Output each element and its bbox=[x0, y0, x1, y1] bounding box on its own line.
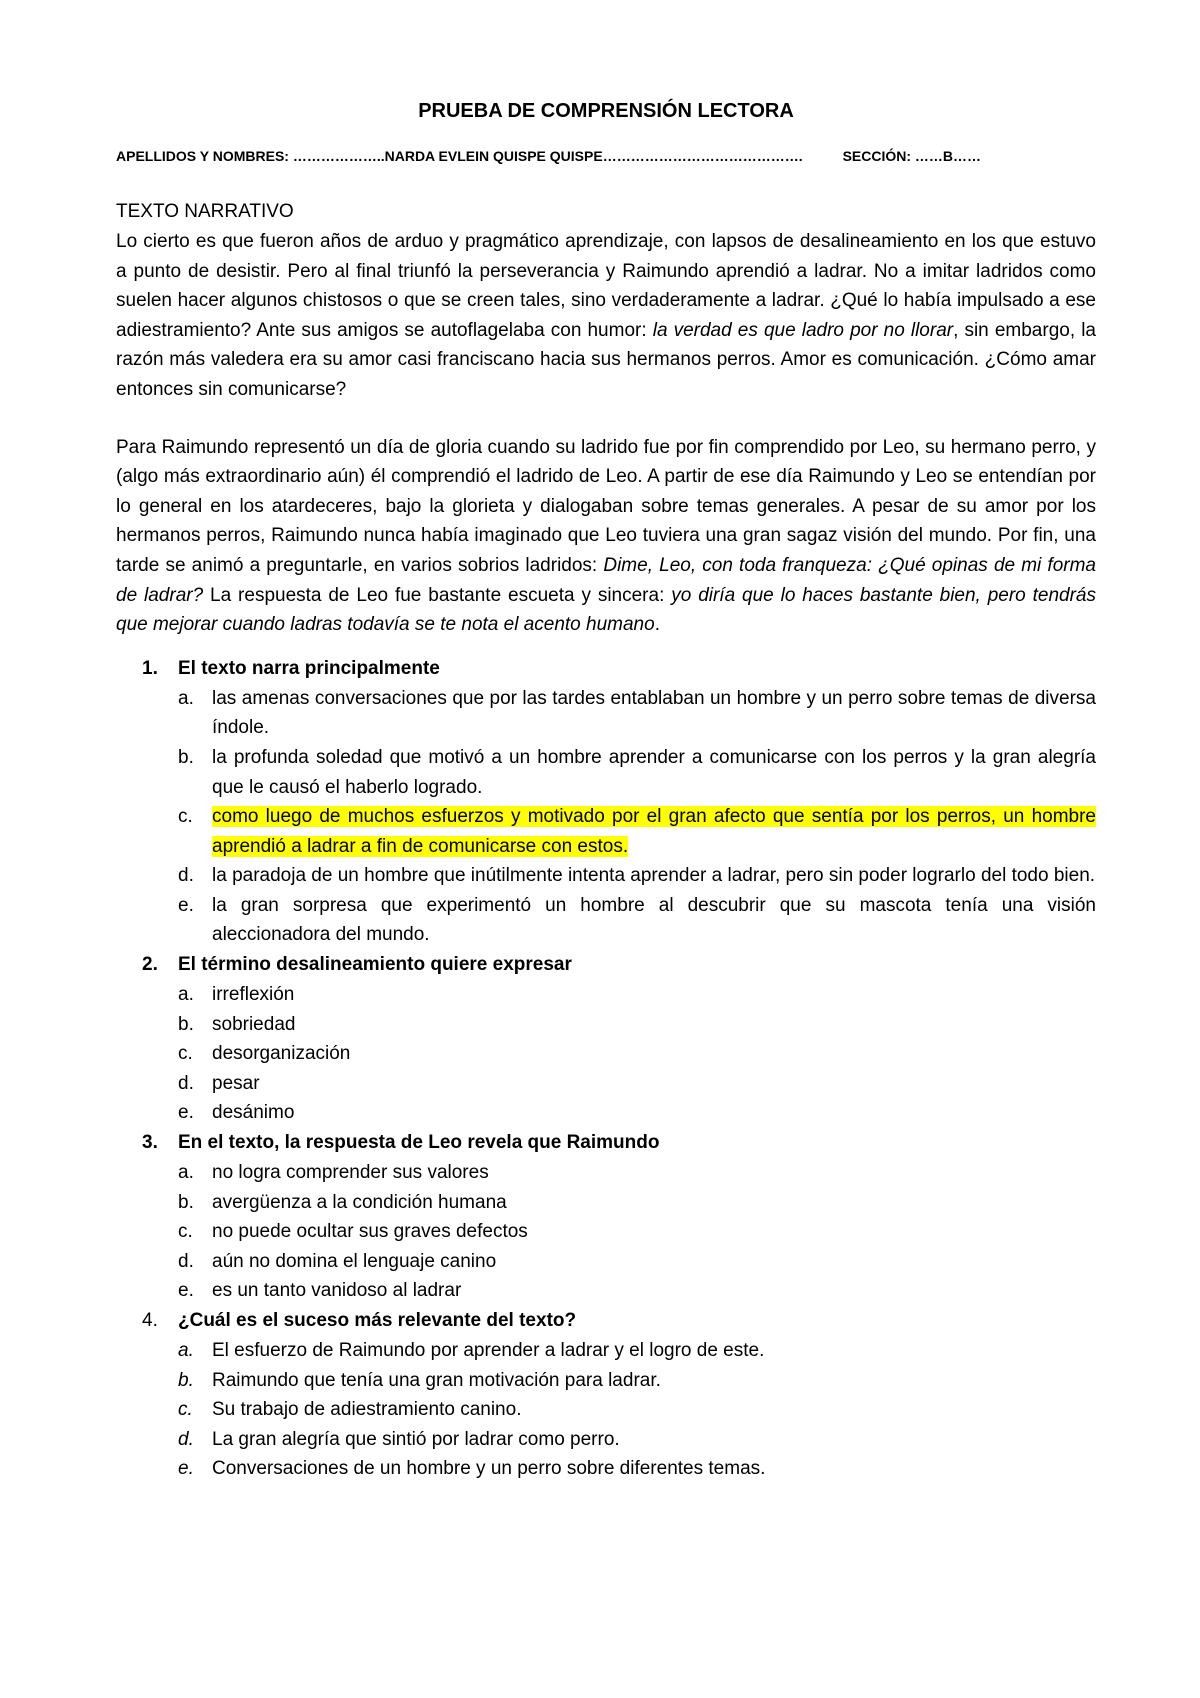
question-text: En el texto, la respuesta de Leo revela que Raimundo bbox=[178, 1132, 660, 1154]
option-letter: c. bbox=[178, 806, 193, 828]
option-c bbox=[116, 1039, 1096, 1069]
option-text: sobriedad bbox=[212, 1013, 296, 1035]
option-c bbox=[116, 1217, 1096, 1247]
question-number: 2. bbox=[142, 954, 158, 976]
highlighted-answer: como luego de muchos esfuerzos y motivado por el gran afecto que sentía por los perros, un hombre aprendió a ladrar a fin de comunicarse con estos. bbox=[212, 806, 1096, 857]
option-text: la paradoja de un hombre que inútilmente intenta aprender a ladrar, pero sin poder lograrlo del todo bien. bbox=[212, 865, 1096, 887]
option-b bbox=[116, 1188, 1096, 1218]
option-text: la gran sorpresa que experimentó un hombre al descubrir que su mascota tenía una visión aleccionadora del mundo. bbox=[212, 894, 1096, 946]
question-2 bbox=[116, 950, 1096, 1128]
option-letter: d. bbox=[178, 1250, 194, 1272]
paragraph-1-text-b: , sin embargo, la razón más valedera era su amor casi franciscano hacia sus hermanos perros. Amor es comunicación. ¿Cómo amar entonces sin comunicarse? bbox=[116, 319, 1096, 400]
option-letter: b. bbox=[178, 1191, 194, 1213]
option-letter: e. bbox=[178, 1458, 194, 1480]
option-d bbox=[116, 1425, 1096, 1455]
option-text: La gran alegría que sintió por ladrar como perro. bbox=[212, 1428, 620, 1450]
option-text: aún no domina el lenguaje canino bbox=[212, 1250, 497, 1272]
question-text: El texto narra principalmente bbox=[178, 657, 440, 679]
option-letter: d. bbox=[178, 865, 194, 887]
option-text: Conversaciones de un hombre y un perro sobre diferentes temas. bbox=[212, 1458, 766, 1480]
option-letter: d. bbox=[178, 1428, 194, 1450]
option-d bbox=[116, 861, 1096, 891]
option-text: Raimundo que tenía una gran motivación para ladrar. bbox=[212, 1369, 661, 1391]
option-e bbox=[116, 1454, 1096, 1484]
option-b bbox=[116, 1366, 1096, 1396]
paragraph-2-text-b: La respuesta de Leo fue bastante escueta y sincera: bbox=[203, 584, 672, 606]
name-field: APELLIDOS Y NOMBRES: ………………..NARDA EVLEIN QUISPE QUISPE……………………………………. bbox=[116, 148, 803, 164]
option-letter: e. bbox=[178, 894, 194, 916]
option-letter: e. bbox=[178, 1102, 194, 1124]
option-a bbox=[116, 1336, 1096, 1366]
question-4 bbox=[116, 1306, 1096, 1484]
option-text: la profunda soledad que motivó a un hombre aprender a comunicarse con los perros y la gran alegría que le causó el haberlo logrado. bbox=[212, 746, 1096, 798]
option-text: El esfuerzo de Raimundo por aprender a ladrar y el logro de este. bbox=[212, 1340, 765, 1361]
paragraph-2 bbox=[116, 433, 1096, 640]
section-title: TEXTO NARRATIVO bbox=[116, 201, 294, 222]
option-d bbox=[116, 1069, 1096, 1099]
option-d bbox=[116, 1247, 1096, 1277]
option-letter: a. bbox=[178, 1340, 194, 1361]
option-e bbox=[116, 1276, 1096, 1306]
option-e bbox=[116, 891, 1096, 950]
option-b bbox=[116, 743, 1096, 802]
paragraph-1-text-a: Lo cierto es que fueron años de arduo y pragmático aprendizaje, con lapsos de desalineamiento en los que estuvo a punto de desistir. Pero al final triunfó la perseverancia y Raimundo aprendió a ladrar. No a imitar ladridos como suelen hacer algunos chistosos o que se creen tales, sino verdaderamente a ladrar. ¿Qué lo había impulsado a ese adiestramiento? Ante sus amigos se autoflagelaba con humor: bbox=[116, 231, 1096, 341]
question-list bbox=[116, 654, 1096, 1484]
option-text: es un tanto vanidoso al ladrar bbox=[212, 1280, 462, 1302]
question-3 bbox=[116, 1128, 1096, 1306]
student-header bbox=[116, 148, 1096, 164]
option-letter: b. bbox=[178, 1369, 194, 1391]
paragraph-2-quote-2: yo diría que lo haces bastante bien, pero tendrás que mejorar cuando ladras todavía se te nota el acento humano bbox=[116, 584, 1096, 636]
option-letter: a. bbox=[178, 1162, 194, 1184]
paragraph-1 bbox=[116, 227, 1096, 405]
option-text: no logra comprender sus valores bbox=[212, 1162, 489, 1184]
option-a bbox=[116, 980, 1096, 1010]
paragraph-2-text-a: Para Raimundo representó un día de gloria cuando su ladrido fue por fin comprendido por Leo, su hermano perro, y (algo más extraordinario aún) él comprendió el ladrido de Leo. A partir de ese día Raimundo y Leo se entendían por lo general en los atardeceres, bajo la glorieta y dialogaban sobre temas generales. A pesar de su amor por los hermanos perros, Raimundo nunca había imaginado que Leo tuviera una gran sagaz visión del mundo. Por fin, una tarde se animó a preguntarle, en varios sobrios ladridos: bbox=[116, 436, 1096, 576]
option-a bbox=[116, 1158, 1096, 1188]
option-b bbox=[116, 1010, 1096, 1040]
question-number: 3. bbox=[142, 1132, 158, 1154]
question-number: 4. bbox=[142, 1310, 158, 1331]
paragraph-1-quote: la verdad es que ladro por no llorar bbox=[652, 319, 954, 341]
section-field: SECCIÓN: ……B…… bbox=[842, 148, 982, 164]
option-text: irreflexión bbox=[212, 984, 295, 1006]
page-title: PRUEBA DE COMPRENSIÓN LECTORA bbox=[418, 100, 794, 122]
option-letter: c. bbox=[178, 1399, 193, 1421]
option-letter: d. bbox=[178, 1072, 194, 1094]
paragraph-2-quote-1: Dime, Leo, con toda franqueza: ¿Qué opinas de mi forma de ladrar? bbox=[116, 554, 1096, 606]
document-page bbox=[116, 100, 1096, 1484]
option-text: desánimo bbox=[212, 1102, 295, 1124]
option-letter: c. bbox=[178, 1043, 193, 1065]
option-text: avergüenza a la condición humana bbox=[212, 1191, 507, 1213]
option-text: pesar bbox=[212, 1072, 260, 1094]
option-a bbox=[116, 684, 1096, 743]
option-letter: a. bbox=[178, 984, 194, 1006]
option-letter: c. bbox=[178, 1221, 193, 1243]
option-text: Su trabajo de adiestramiento canino. bbox=[212, 1399, 522, 1421]
option-text: desorganización bbox=[212, 1043, 351, 1065]
option-letter: a. bbox=[178, 687, 194, 709]
option-letter: b. bbox=[178, 746, 194, 768]
paragraph-2-text-c: . bbox=[654, 614, 660, 636]
question-text: El término desalineamiento quiere expresar bbox=[178, 954, 572, 976]
question-text: ¿Cuál es el suceso más relevante del texto? bbox=[178, 1310, 577, 1331]
question-1 bbox=[116, 654, 1096, 950]
option-text: las amenas conversaciones que por las tardes entablaban un hombre y un perro sobre temas de diversa índole. bbox=[212, 687, 1096, 739]
option-c bbox=[116, 1395, 1096, 1425]
question-number: 1. bbox=[142, 657, 158, 679]
option-e bbox=[116, 1098, 1096, 1128]
option-text: no puede ocultar sus graves defectos bbox=[212, 1221, 528, 1243]
option-letter: e. bbox=[178, 1280, 194, 1302]
option-letter: b. bbox=[178, 1013, 194, 1035]
option-c-highlighted bbox=[116, 802, 1096, 861]
